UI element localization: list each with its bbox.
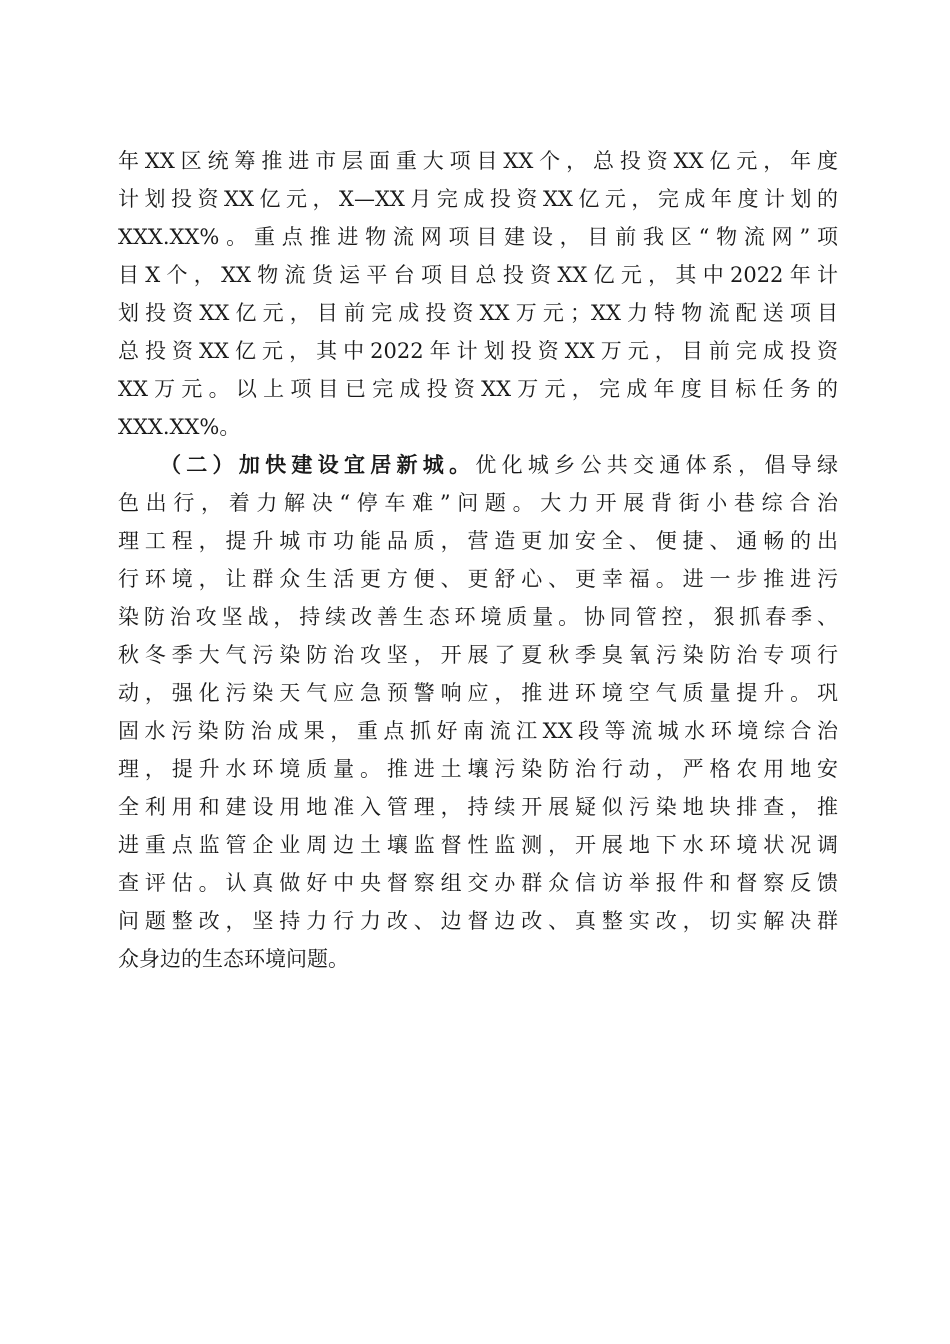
- text-line: XX万元。以上项目已完成投资XX万元，完成年度目标任务的: [118, 377, 838, 401]
- text-line: 查评估。认真做好中央督察组交办群众信访举报件和督察反馈: [118, 871, 838, 895]
- text-line: 行环境，让群众生活更方便、更舒心、更幸福。进一步推进污: [118, 567, 838, 591]
- section-heading: （二）加快建设宜居新城。: [160, 452, 476, 477]
- text-line: 问题整改，坚持力行力改、边督边改、真整实改，切实解决群: [118, 909, 838, 933]
- paragraph-project-investment: [118, 142, 838, 446]
- text-line: 全利用和建设用地准入管理，持续开展疑似污染地块排查，推: [118, 795, 838, 819]
- text-line: 众身边的生态环境问题。: [118, 947, 349, 971]
- text-line: 秋冬季大气污染防治攻坚，开展了夏秋季臭氧污染防治专项行: [118, 643, 838, 667]
- text-line: 划投资XX亿元，目前完成投资XX万元；XX力特物流配送项目: [118, 301, 838, 325]
- text-line: 计划投资XX亿元，X—XX月完成投资XX亿元，完成年度计划的: [118, 187, 838, 211]
- text-line: 色出行，着力解决“停车难”问题。大力开展背街小巷综合治: [118, 491, 838, 515]
- document-body: [118, 142, 838, 978]
- text-line: 理，提升水环境质量。推进土壤污染防治行动，严格农用地安: [118, 757, 838, 781]
- text-line: 目X个，XX物流货运平台项目总投资XX亿元，其中2022年计: [118, 263, 838, 287]
- text-line: 年XX区统筹推进市层面重大项目XX个，总投资XX亿元，年度: [118, 149, 838, 173]
- text-line: 总投资XX亿元，其中2022年计划投资XX万元，目前完成投资: [118, 339, 838, 363]
- text-line: XXX.XX%。重点推进物流网项目建设，目前我区“物流网”项: [118, 225, 838, 249]
- text-line: 动，强化污染天气应急预警响应，推进环境空气质量提升。巩: [118, 681, 838, 705]
- text-line: 固水污染防治成果，重点抓好南流江XX段等流城水环境综合治: [118, 719, 838, 743]
- text-line: 理工程，提升城市功能品质，营造更加安全、便捷、通畅的出: [118, 529, 838, 553]
- heading-line-rest: 优化城乡公共交通体系，倡导绿: [475, 453, 838, 477]
- text-line-first: [118, 446, 838, 484]
- text-line: 染防治攻坚战，持续改善生态环境质量。协同管控，狠抓春季、: [118, 605, 838, 629]
- paragraph-livable-city: [118, 446, 838, 978]
- text-line: 进重点监管企业周边土壤监督性监测，开展地下水环境状况调: [118, 833, 838, 857]
- text-line: XXX.XX%。: [118, 415, 241, 439]
